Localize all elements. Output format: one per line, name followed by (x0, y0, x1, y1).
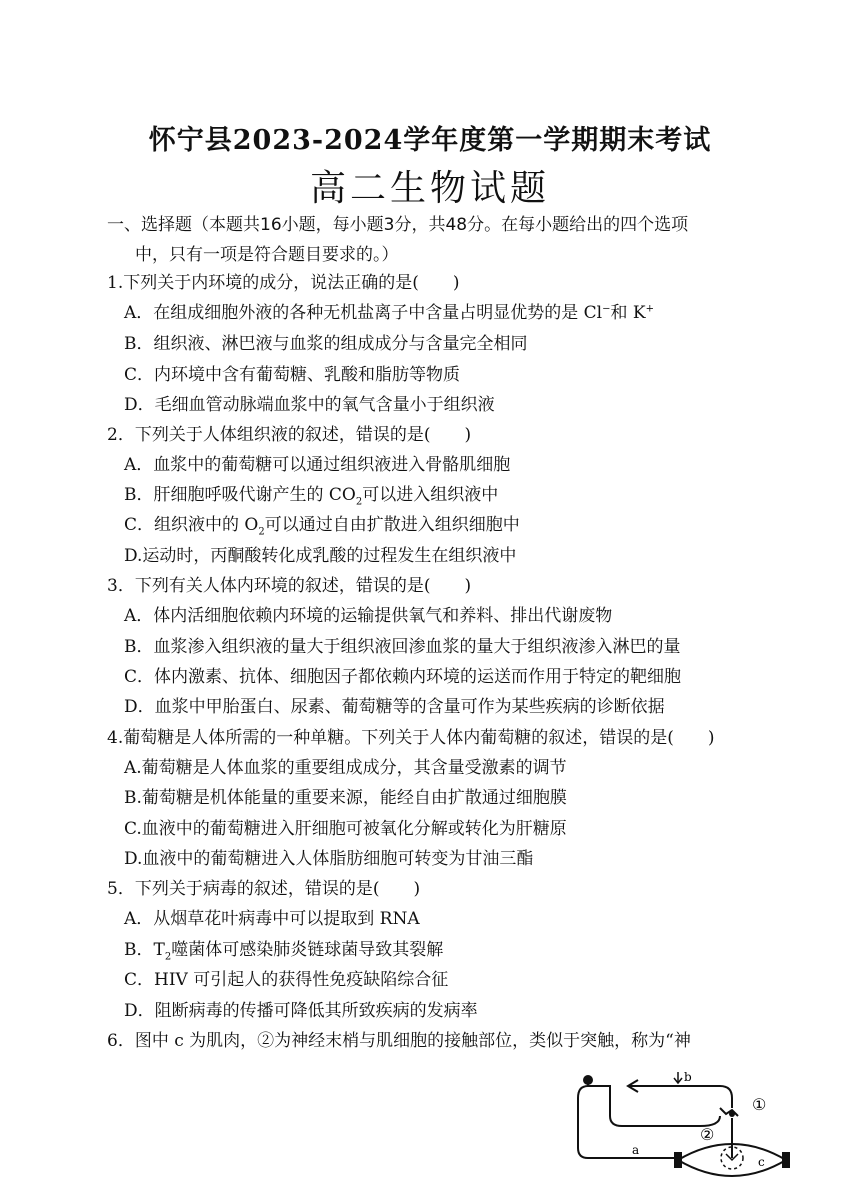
label-a: a (632, 1143, 640, 1157)
label-1: ① (752, 1095, 767, 1114)
question-5-option-b: B．$T_2$噬菌体可感染肺炎链球菌导致其裂解 (124, 940, 444, 963)
efferent-path (578, 1080, 678, 1158)
section-heading (107, 210, 767, 270)
question-5-option-a: A．从烟草花叶病毒中可以提取到 RNA (124, 909, 420, 929)
exam-subtitle: 高二生物试题 (309, 168, 550, 209)
interneuron-path (588, 1086, 720, 1126)
question-4-option-d: D.血液中的葡萄糖进入人体脂肪细胞可转变为甘油三酯 (124, 849, 534, 869)
question-3-option-b: B．血浆渗入组织液的量大于组织液回渗血浆的量大于组织液渗入淋巴的量 (124, 637, 681, 657)
question-2-stem: 2．下列关于人体组织液的叙述，错误的是( ) (107, 425, 472, 445)
question-4-option-b: B.葡萄糖是机体能量的重要来源，能经自由扩散通过细胞膜 (124, 788, 567, 808)
question-3-stem: 3．下列有关人体内环境的叙述，错误的是( ) (107, 576, 472, 596)
question-2-option-b: B．肝细胞呼吸代谢产生的 $CO_2$可以进入组织液中 (124, 485, 499, 508)
section-heading-line1: 一、选择题（本题共16小题，每小题3分，共48分。在每小题给出的四个选项 (107, 215, 689, 235)
muscle-tendon-right (782, 1152, 790, 1168)
question-3-option-d: D．血浆中甲胎蛋白、尿素、葡萄糖等的含量可作为某些疾病的诊断依据 (124, 697, 665, 717)
section-heading-line2: 中，只有一项是符合题目要求的。） (135, 245, 399, 265)
question-4-option-c: C.血液中的葡萄糖进入肝细胞可被氧化分解或转化为肝糖原 (124, 819, 567, 839)
neuron-cell-body (583, 1075, 593, 1085)
reflex-arc-diagram (570, 1068, 806, 1191)
question-2-option-d: D.运动时，丙酮酸转化成乳酸的过程发生在组织液中 (124, 546, 517, 566)
question-5-stem: 5．下列关于病毒的叙述，错误的是( ) (107, 879, 421, 899)
receptor-dot (729, 1111, 735, 1117)
label-2: ② (700, 1125, 715, 1144)
question-3-option-c: C．体内激素、抗体、细胞因子都依赖内环境的运送而作用于特定的靶细胞 (124, 667, 682, 687)
question-3-option-a: A．体内活细胞依赖内环境的运输提供氧气和养料、排出代谢废物 (124, 606, 613, 626)
question-6-stem: 6．图中 c 为肌肉，②为神经末梢与肌细胞的接触部位，类似于突触，称为“神 (107, 1031, 691, 1051)
question-2-option-c: C．组织液中的 $O_2$可以通过自由扩散进入组织细胞中 (124, 515, 520, 538)
label-c: c (758, 1155, 765, 1169)
question-1-option-b: B．组织液、淋巴液与血浆的组成成分与含量完全相同 (124, 334, 528, 354)
question-1-option-c: C．内环境中含有葡萄糖、乳酸和脂肪等物质 (124, 365, 461, 385)
question-1-option-d: D．毛细血管动脉端血浆中的氧气含量小于组织液 (124, 395, 495, 415)
question-1-option-a: A．在组成细胞外液的各种无机盐离子中含量占明显优势的是 Cl−和 K+ (124, 303, 655, 323)
question-4-option-a: A.葡萄糖是人体血浆的重要组成成分，其含量受激素的调节 (124, 758, 567, 778)
question-2-option-a: A．血浆中的葡萄糖可以通过组织液进入骨骼肌细胞 (124, 455, 511, 475)
question-5-option-c: C．HIV 可引起人的获得性免疫缺陷综合征 (124, 970, 449, 990)
receptor-ending (720, 1108, 738, 1116)
afferent-path (630, 1086, 732, 1108)
exam-title: 怀宁县2023-2024学年度第一学期期末考试 (148, 125, 712, 156)
muscle-tendon-left (674, 1152, 682, 1168)
label-b: b (684, 1070, 692, 1084)
question-5-option-d: D．阻断病毒的传播可降低其所致疾病的发病率 (124, 1001, 478, 1021)
question-4-stem: 4.葡萄糖是人体所需的一种单糖。下列关于人体内葡萄糖的叙述，错误的是( ) (107, 728, 715, 748)
question-1-stem: 1.下列关于内环境的成分，说法正确的是( ) (107, 273, 460, 293)
